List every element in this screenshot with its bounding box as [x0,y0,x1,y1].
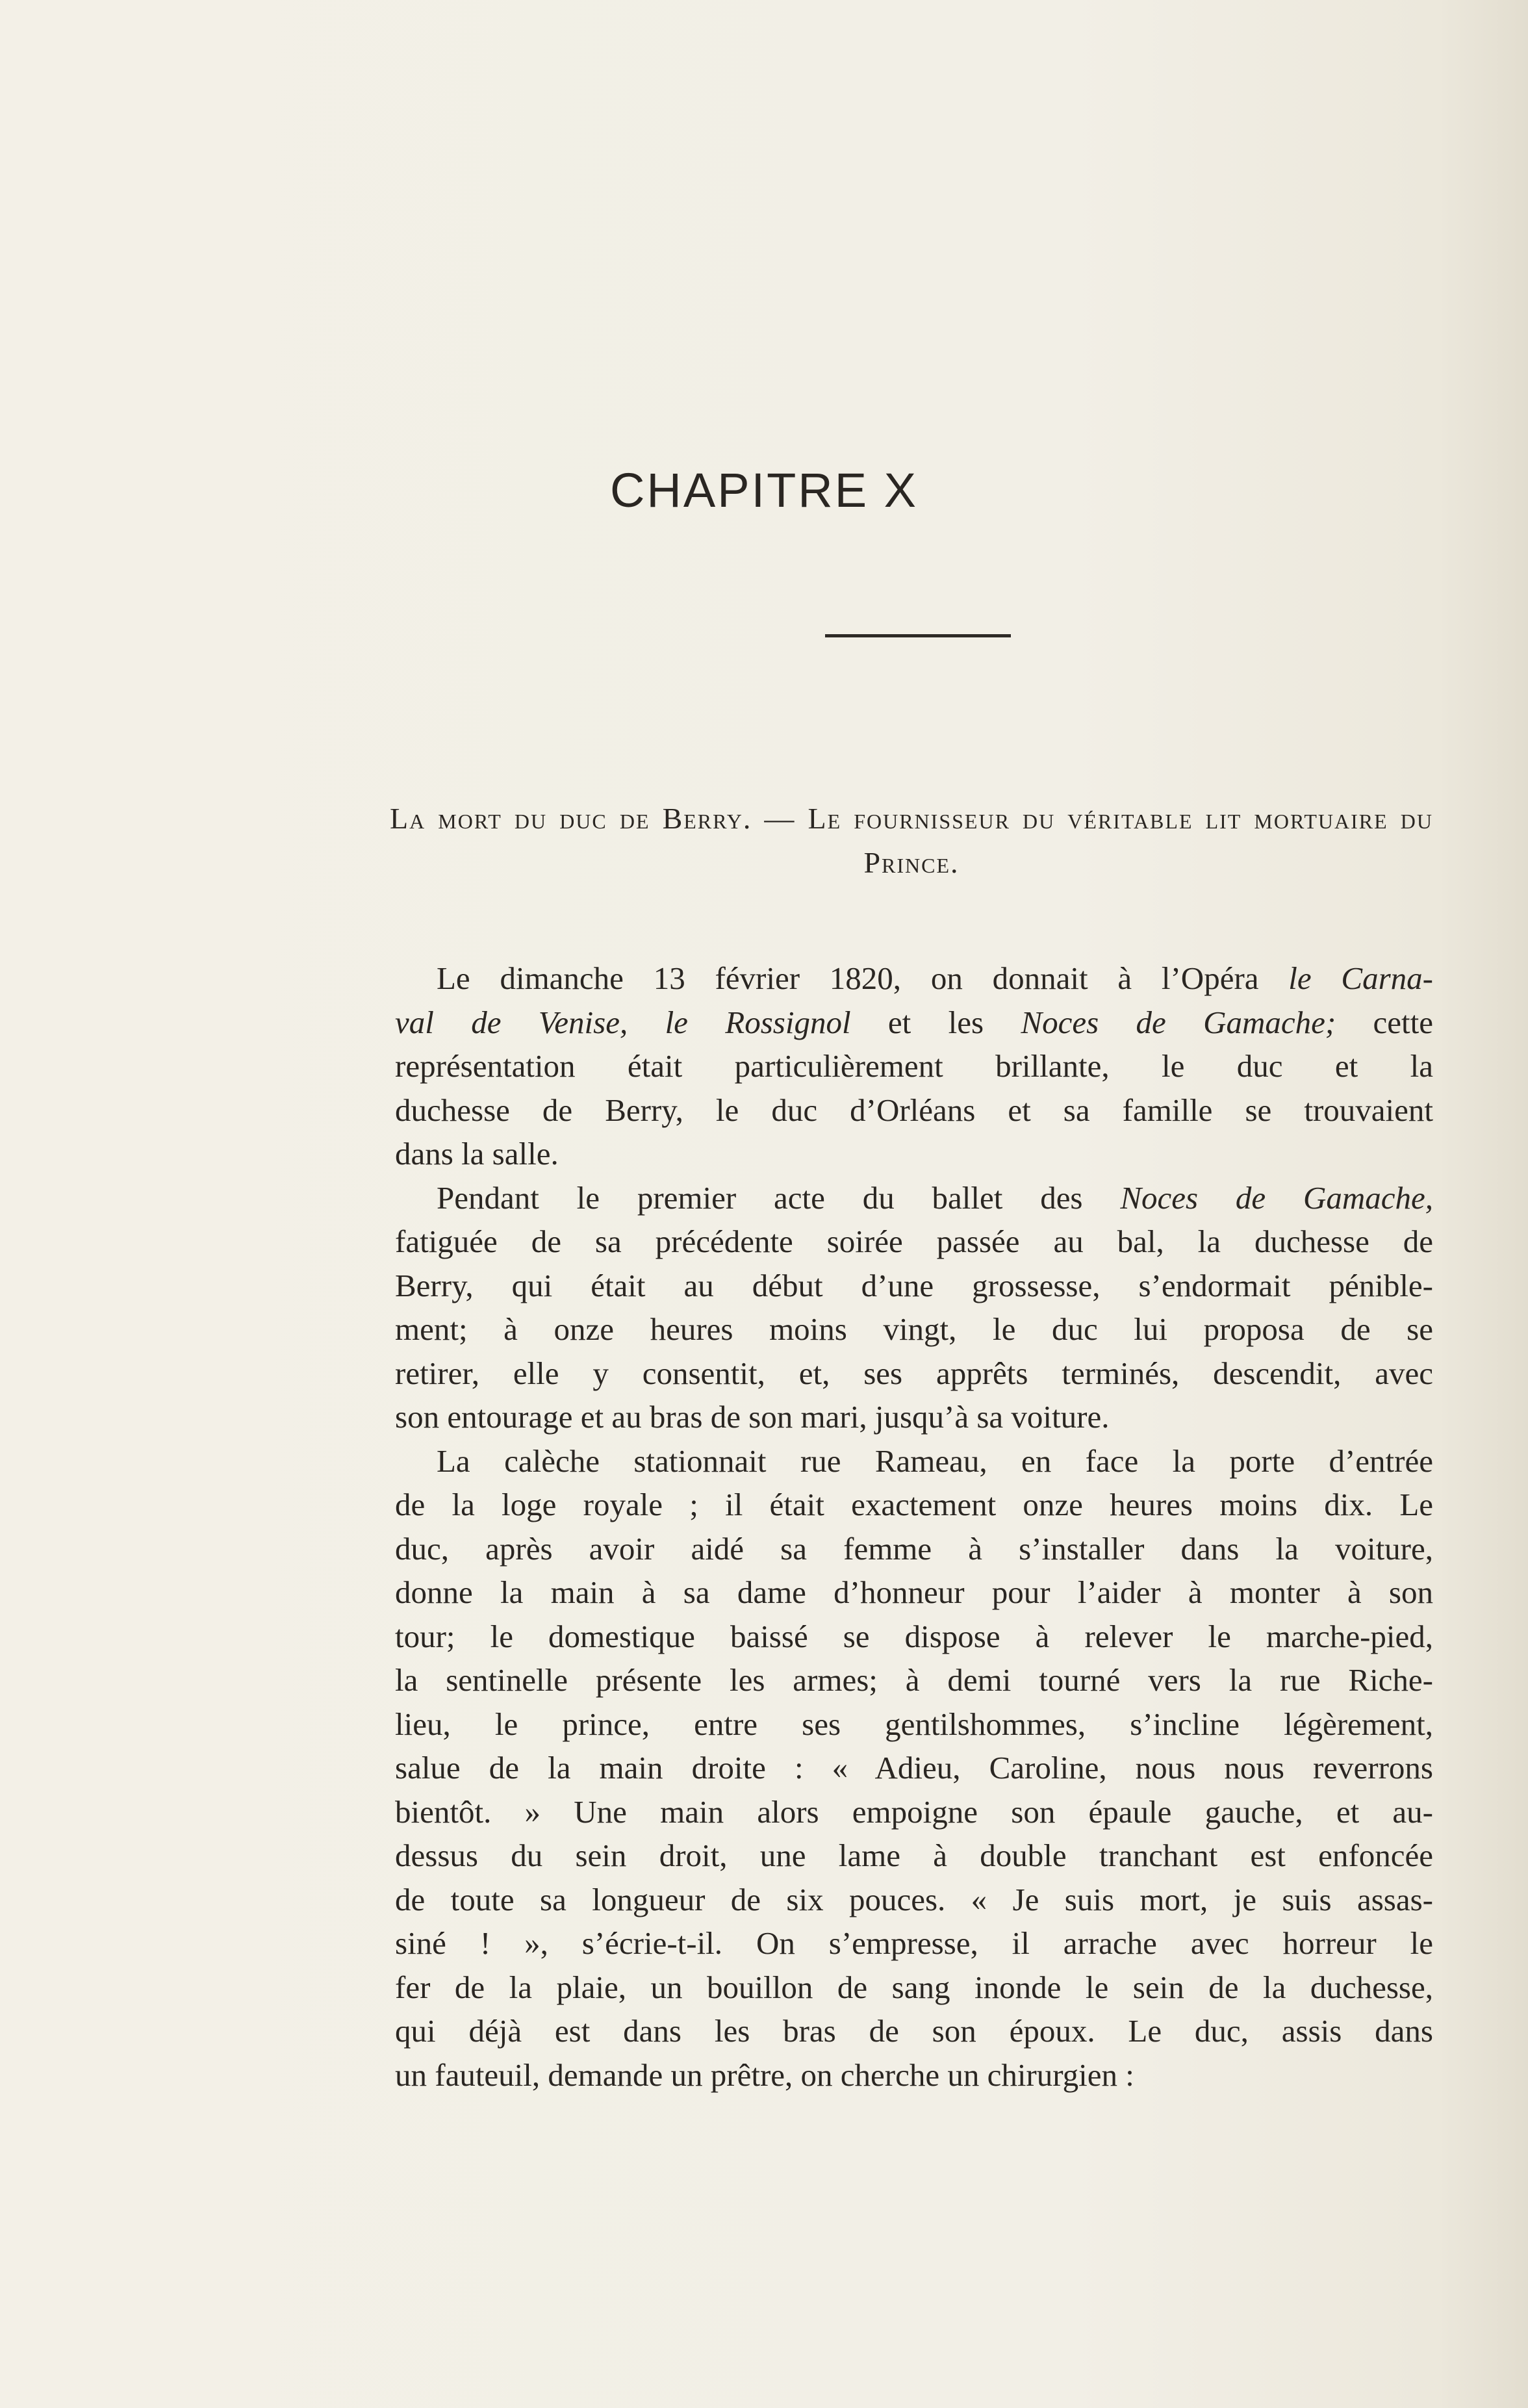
text-line [395,1570,1433,1615]
text-line [395,1834,1433,1878]
text-line [395,1790,1433,1834]
text-segment: cette [1336,1004,1434,1040]
text-line [395,1702,1433,1747]
text-segment: qui déjà est dans les bras de son époux. Le duc, assis dans [395,2013,1433,2049]
text-segment: lieu, le prince, entre ses gentilshommes, s’incline légèrement, [395,1706,1433,1742]
chapter-title: CHAPITRE X [609,463,919,517]
italic-title: le Carna- [1288,960,1434,996]
text-segment: la sentinelle présente les armes; à demi tourné vers la rue Riche- [395,1662,1433,1698]
paragraph [395,1176,1433,1439]
text-line [395,1966,1433,2010]
text-line [395,1483,1433,1527]
text-segment: de la loge royale ; il était exactement onze heures moins dix. Le [395,1487,1433,1522]
italic-title: Noces de Gamache, [1120,1179,1433,1216]
text-line [395,1658,1433,1702]
text-segment: et les [850,1004,1021,1040]
chapter-subtitle: La mort du duc de Berry. — Le fournisseur du véritable lit mortuaire du Prince. [390,802,1433,879]
body-text [395,956,1433,2097]
text-line [395,1132,1433,1176]
title-rule [825,634,1011,637]
text-line [395,1044,1433,1088]
text-segment: fatiguée de sa précédente soirée passée au bal, la duchesse de [395,1223,1433,1259]
text-line [395,956,1433,1001]
text-line [395,2009,1433,2053]
text-segment: dans la salle. [395,1136,559,1172]
text-line [395,1001,1433,1045]
text-segment: Pendant le premier acte du ballet des [437,1179,1121,1216]
text-segment: salue de la main droite : « Adieu, Caroline, nous nous reverrons [395,1750,1433,1786]
text-segment: donne la main à sa dame d’honneur pour l’aider à monter à son [395,1574,1433,1610]
text-segment: son entourage et au bras de son mari, jusqu’à sa voiture. [395,1399,1110,1435]
text-line [395,1220,1433,1264]
text-segment: Berry, qui était au début d’une grossesse, s’endormait pénible- [395,1267,1433,1303]
paragraph [395,1439,1433,2097]
text-line [395,1439,1433,1483]
text-line [395,1351,1433,1396]
text-segment: représentation était particulièrement brillante, le duc et la [395,1048,1433,1084]
text-segment: de toute sa longueur de six pouces. « Je suis mort, je suis assas- [395,1881,1433,1917]
text-segment: duchesse de Berry, le duc d’Orléans et sa famille se trouvaient [395,1092,1433,1128]
paragraph [395,956,1433,1176]
text-line [395,1176,1433,1220]
text-segment: un fauteuil, demande un prêtre, on cherche un chirurgien : [395,2056,1134,2093]
text-line [395,1746,1433,1790]
text-segment: La calèche stationnait rue Rameau, en face la porte d’entrée [437,1442,1433,1479]
text-line [395,2053,1433,2097]
text-segment: fer de la plaie, un bouillon de sang inonde le sein de la duchesse, [395,1969,1433,2005]
italic-title: val de Venise, le Rossignol [395,1004,851,1040]
text-segment: bientôt. » Une main alors empoigne son épaule gauche, et au- [395,1793,1433,1830]
text-line [395,1307,1433,1351]
text-segment: tour; le domestique baissé se dispose à relever le marche-pied, [395,1618,1433,1654]
text-line [395,1264,1433,1308]
text-segment: dessus du sein droit, une lame à double tranchant est enfoncée [395,1838,1433,1873]
text-segment: ment; à onze heures moins vingt, le duc lui proposa de se [395,1311,1433,1347]
text-segment: retirer, elle y consentit, et, ses apprêts terminés, descendit, avec [395,1355,1433,1391]
italic-title: Noces de Gamache; [1021,1004,1336,1040]
text-line [395,1878,1433,1922]
text-line [395,1088,1433,1133]
text-line [395,1395,1433,1439]
text-line [395,1615,1433,1659]
text-line [395,1527,1433,1571]
text-segment: duc, après avoir aidé sa femme à s’installer dans la voiture, [395,1530,1433,1567]
text-line [395,1921,1433,1966]
text-segment: Le dimanche 13 février 1820, on donnait à l’Opéra [437,960,1289,996]
text-segment: siné ! », s’écrie-t-il. On s’empresse, il arrache avec horreur le [395,1925,1433,1961]
